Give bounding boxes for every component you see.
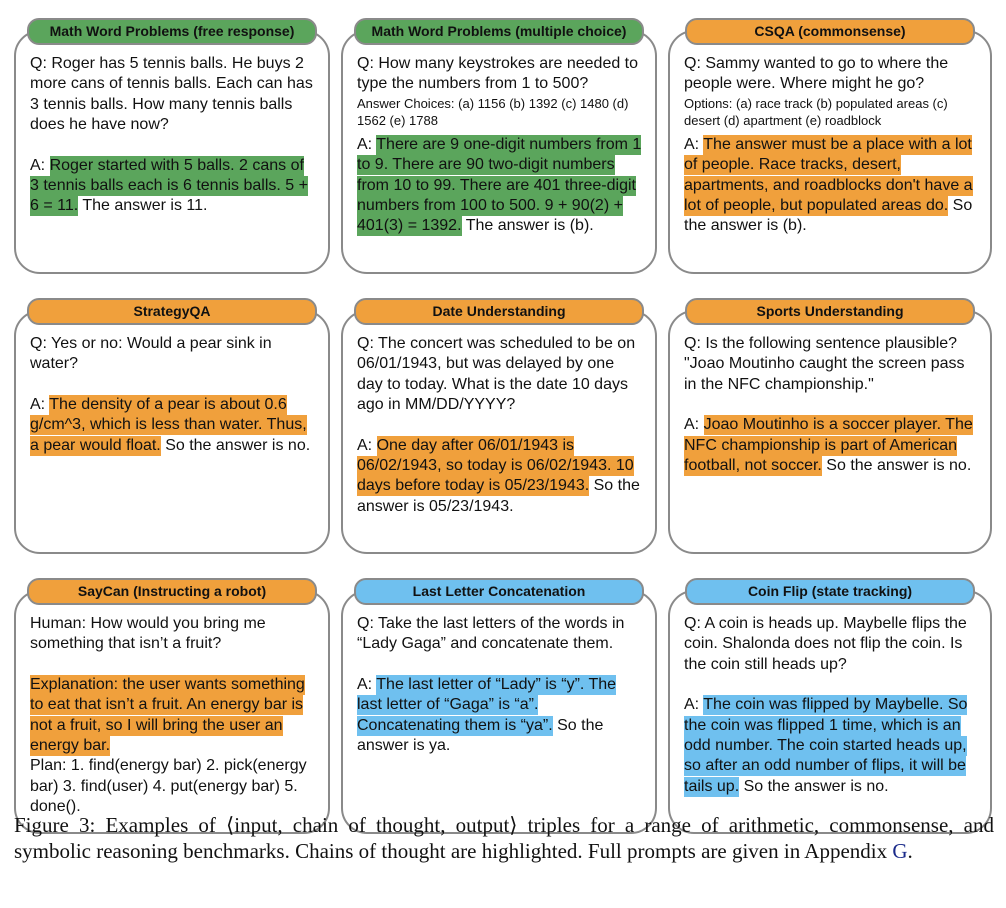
answer-tail: So the answer is no.: [821, 457, 972, 475]
answer-tail: Plan: 1. find(energy bar) 2. pick(energy bar) 3. find(user) 4. put(energy bar) 5. done().: [30, 757, 307, 816]
spacer: [30, 655, 316, 675]
question-text: Q: A coin is heads up. Maybelle flips the coin. Shalonda does not flip the coin. Is the coin still heads up?: [684, 615, 967, 673]
example-panel: [668, 572, 992, 834]
question-text: Human: How would you bring me something that isn’t a fruit?: [30, 615, 266, 653]
answer-tail: So the answer is (b).: [684, 197, 973, 235]
answer-tail: So the answer is 05/23/1943.: [357, 477, 640, 515]
spacer: [357, 416, 643, 436]
question-text: Q: Is the following sentence plausible? "Joao Moutinho caught the screen pass in the NFC championship.": [684, 335, 965, 393]
answer-block: [684, 135, 978, 237]
answer-options: Answer Choices: (a) 1156 (b) 1392 (c) 1480 (d) 1562 (e) 1788: [357, 95, 629, 128]
spacer: [357, 655, 643, 675]
panel-title: StrategyQA: [27, 298, 317, 325]
answer-block: [684, 695, 978, 797]
answer-tail: So the answer is no.: [160, 436, 311, 454]
example-panel: [14, 292, 330, 554]
spacer: [684, 395, 978, 415]
panel-title: Math Word Problems (free response): [27, 18, 317, 45]
answer-tail: So the answer is no.: [739, 777, 889, 795]
panel-content: [30, 334, 316, 456]
panel-title: Date Understanding: [354, 298, 644, 325]
answer-block: [30, 675, 316, 818]
panel-content: [357, 614, 643, 756]
question-text: Q: Take the last letters of the words in “Lady Gaga” and concatenate them.: [357, 615, 625, 653]
example-panel: [668, 12, 992, 274]
spacer: [30, 136, 316, 156]
panel-title: SayCan (Instructing a robot): [27, 578, 317, 605]
spacer: [684, 675, 978, 695]
answer-tail: So the answer is ya.: [357, 716, 604, 755]
answer-block: [357, 675, 643, 757]
question-text: Q: The concert was scheduled to be on 06/01/1943, but was delayed by one day to today. What is the date 10 days ago in MM/DD/YYYY?: [357, 335, 636, 414]
panel-title: Coin Flip (state tracking): [685, 578, 975, 605]
panel-title: CSQA (commonsense): [685, 18, 975, 45]
panel-content: [684, 614, 978, 797]
chain-of-thought-highlight: One day after 06/01/1943 is 06/02/1943, so today is 06/02/1943. 10 days before today is 05/23/1943.: [357, 436, 634, 495]
answer-prefix: A:: [684, 696, 704, 714]
answer-tail: The answer is (b).: [461, 217, 594, 235]
answer-block: [357, 135, 643, 237]
chain-of-thought-highlight: Joao Moutinho is a soccer player. The NFC championship is part of American football, not soccer.: [684, 416, 973, 475]
question-text: Q: How many keystrokes are needed to type the numbers from 1 to 500?: [357, 55, 639, 93]
appendix-link[interactable]: G: [892, 839, 908, 863]
chain-of-thought-highlight: There are 9 one-digit numbers from 1 to 9. There are 90 two-digit numbers from 10 to 99. There are 401 three-digit numbers from 100 to 500. 9 + 90(2) + 401(3) = 1392.: [357, 135, 642, 235]
answer-prefix: A:: [30, 156, 50, 174]
question-text: Q: Roger has 5 tennis balls. He buys 2 more cans of tennis balls. Each can has 3 tennis balls. How many tennis balls does he have now?: [30, 55, 313, 134]
panel-content: [684, 54, 978, 237]
answer-prefix: A:: [357, 675, 377, 693]
panel-title: Math Word Problems (multiple choice): [354, 18, 644, 45]
panel-content: [684, 334, 978, 476]
panel-title: Last Letter Concatenation: [354, 578, 644, 605]
caption-end: .: [907, 839, 913, 863]
spacer: [30, 375, 316, 395]
answer-prefix: A:: [357, 436, 377, 454]
panel-content: [357, 334, 643, 517]
example-panel: [14, 572, 330, 834]
example-panel: [341, 292, 657, 554]
caption-text: Figure 3: Examples of ⟨input, chain of thought, output⟩ triples for a range of arithmetic, commonsense, and symbolic reasoning benchmarks. Chains of thought are highlighted. Full prompts are given in Appendix: [14, 813, 994, 863]
figure-panels: [14, 12, 992, 834]
panel-content: [30, 54, 316, 217]
example-panel: [14, 12, 330, 274]
answer-block: [684, 415, 978, 476]
answer-prefix: A:: [684, 416, 704, 434]
answer-block: [357, 436, 643, 518]
question-text: Q: Sammy wanted to go to where the people were. Where might he go?: [684, 55, 949, 93]
chain-of-thought-highlight: Explanation: the user wants something to eat that isn’t a fruit. An energy bar is not a fruit, so I will bring the user an energy bar.: [30, 675, 305, 755]
question-text: Q: Yes or no: Would a pear sink in water?: [30, 335, 272, 373]
chain-of-thought-highlight: The last letter of “Lady” is “y”. The last letter of “Gaga” is “a”. Concatenating them is “ya”.: [357, 675, 617, 734]
answer-block: [30, 395, 316, 456]
chain-of-thought-highlight: The answer must be a place with a lot of people. Race tracks, desert, apartments, and roadblocks don't have a lot of people, but populated areas do.: [684, 135, 973, 215]
example-panel: [341, 572, 657, 834]
answer-prefix: A:: [357, 135, 377, 153]
example-panel: [668, 292, 992, 554]
answer-tail: The answer is 11.: [78, 197, 208, 215]
answer-block: [30, 156, 316, 217]
answer-prefix: A:: [684, 135, 704, 153]
answer-prefix: A:: [30, 395, 50, 413]
panel-title: Sports Understanding: [685, 298, 975, 325]
panel-content: [30, 614, 316, 818]
example-panel: [341, 12, 657, 274]
chain-of-thought-highlight: The density of a pear is about 0.6 g/cm^3, which is less than water. Thus, a pear would float.: [30, 395, 307, 454]
chain-of-thought-highlight: The coin was flipped by Maybelle. So the coin was flipped 1 time, which is an odd number. The coin started heads up, so after an odd number of flips, it will be tails up.: [684, 696, 968, 795]
answer-options: Options: (a) race track (b) populated areas (c) desert (d) apartment (e) roadblock: [684, 95, 948, 128]
figure-caption: [14, 812, 994, 864]
chain-of-thought-highlight: Roger started with 5 balls. 2 cans of 3 tennis balls each is 6 tennis balls. 5 + 6 = 11.: [30, 156, 308, 215]
panel-content: [357, 54, 643, 237]
